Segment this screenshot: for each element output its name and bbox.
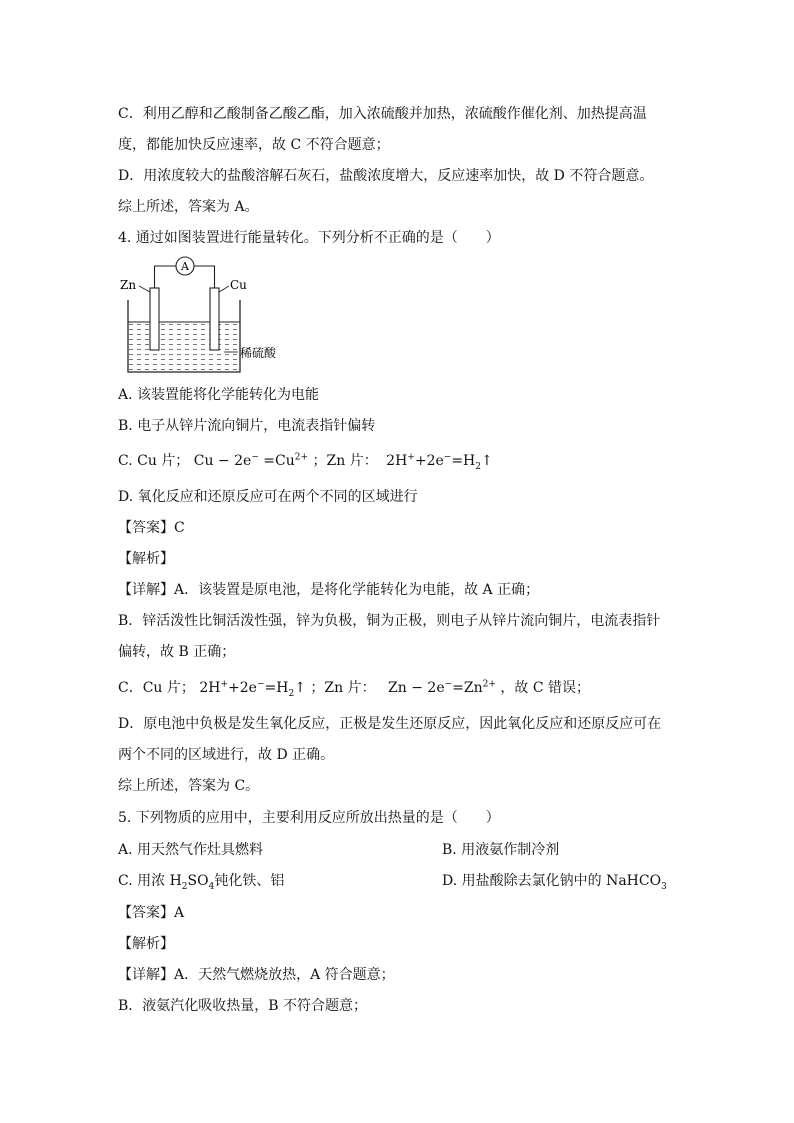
- q4-explanation-d-cont: 两个不同的区域进行，故 D 正确。: [118, 747, 335, 763]
- q4-explanation-d: D．原电池中负极是发生氧化反应，正极是发生还原反应，因此氧化反应和还原反应可在: [118, 716, 662, 732]
- text-line-d-opt: D．用浓度较大的盐酸溶解石灰石，盐酸浓度增大，反应速率加快，故 D 不符合题意。: [118, 168, 654, 184]
- q5-option-d: D. 用盐酸除去氯化钠中的 NaHCO$_3$: [442, 873, 667, 892]
- zn-electrode: [150, 288, 159, 350]
- zn-label: Zn: [120, 278, 137, 292]
- q5-answer: 【答案】A: [118, 905, 185, 921]
- q4-option-b: B. 电子从锌片流向铜片，电流表指针偏转: [118, 418, 376, 434]
- text-line-summary: 综上所述，答案为 A。: [118, 199, 259, 215]
- acid-label: 稀硫酸: [240, 346, 277, 360]
- equation-zn-correct: $Zn - 2e^-=Zn^{2+}$: [388, 679, 496, 696]
- galvanic-cell-figure: [112, 252, 312, 382]
- q5-analysis-heading: 【解析】: [118, 936, 174, 952]
- question-5: 5. 下列物质的应用中，主要利用反应所放出热量的是（ ）: [118, 810, 500, 826]
- q4-summary: 综上所述，答案为 C。: [118, 778, 260, 794]
- q4-option-d: D. 氧化反应和还原反应可在两个不同的区域进行: [118, 489, 418, 505]
- equation-cu: $Cu - 2e^- =Cu^{2+}$: [193, 452, 309, 469]
- equation-zn: $2H^++2e^-=H_2↑$: [386, 452, 493, 472]
- q4-option-a: A. 该装置能将化学能转化为电能: [118, 387, 320, 403]
- q5-option-b: B. 用液氨作制冷剂: [442, 842, 560, 858]
- q4-explanation-a: 【详解】A．该装置是原电池，是将化学能转化为电能，故 A 正确；: [118, 582, 540, 598]
- cu-label: Cu: [230, 278, 247, 292]
- q4-explanation-c: C．Cu 片； $2H^++2e^-=H_2↑$ ；Zn 片： $Zn - 2e^-=Zn^{2+}$ ，故 C 错误；: [118, 679, 590, 699]
- q5-explanation-b: B．液氨汽化吸收热量，B 不符合题意；: [118, 998, 368, 1014]
- q4-explanation-b-cont: 偏转，故 B 正确；: [118, 644, 236, 660]
- acid-solution: [129, 322, 239, 371]
- text-line-c-opt: C．利用乙醇和乙酸制备乙酸乙酯，加入浓硫酸并加热，浓硫酸作催化剂、加热提高温: [118, 106, 647, 122]
- q4-answer: 【答案】C: [118, 520, 185, 536]
- q5-explanation-a: 【详解】A．天然气燃烧放热，A 符合题意；: [118, 967, 395, 983]
- question-4: 4. 通过如图装置进行能量转化。下列分析不正确的是（ ）: [118, 230, 500, 246]
- q5-option-a: A. 用天然气作灶具燃料: [118, 842, 264, 858]
- q4-analysis-heading: 【解析】: [118, 551, 174, 567]
- q5-option-c: C. 用浓 $H_2SO_4$钝化铁、铝: [118, 873, 285, 892]
- ammeter-label: A: [181, 260, 189, 273]
- q4-option-c: C. Cu 片； $Cu - 2e^- =Cu^{2+}$ ；Zn 片： $2H^++2e^-=H_2↑$: [118, 452, 493, 472]
- equation-cu-correct: $2H^++2e^-=H_2↑$: [199, 679, 306, 699]
- cu-electrode: [210, 288, 219, 350]
- q4-explanation-b: B．锌活泼性比铜活泼性强，锌为负极，铜为正极，则电子从锌片流向铜片，电流表指针: [118, 613, 661, 629]
- text-line-c-opt-cont: 度，都能加快反应速率，故 C 不符合题意；: [118, 137, 390, 153]
